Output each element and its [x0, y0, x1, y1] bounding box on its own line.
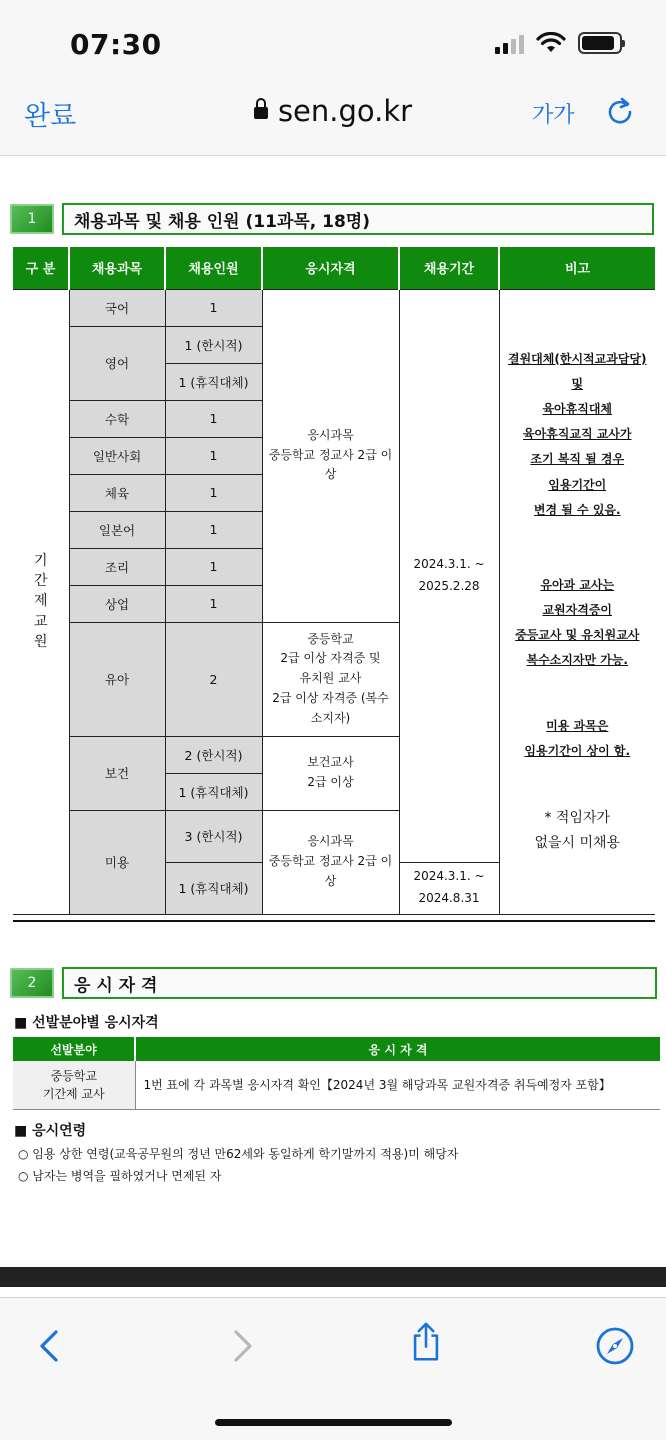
- status-icons: [495, 32, 622, 54]
- count-cell: 2: [165, 622, 262, 736]
- count-cell: 1: [165, 585, 262, 622]
- remarks-line: 임용기간이: [548, 477, 607, 492]
- qualification-text: 중등학교 2급 이상 자격증 및 유치원 교사 2급 이상 자격증 (복수소지자): [272, 631, 389, 725]
- address-bar: [0, 90, 666, 140]
- remarks-line: 육아휴직교직 교사가: [522, 427, 632, 442]
- count-cell: 1: [165, 289, 262, 326]
- col-header-field: 선발분야: [13, 1037, 135, 1061]
- field-cell: [13, 1061, 135, 1109]
- section-2-title: 응 시 자 격: [62, 967, 657, 999]
- remarks-line: 및: [571, 376, 584, 391]
- category-cell: [13, 289, 69, 914]
- qualification-text: 보건교사 2급 이상: [307, 755, 354, 789]
- browser-bottom-toolbar: [0, 1297, 666, 1440]
- subject-cell: 상업: [69, 585, 165, 622]
- col-header-period: 채용기간: [399, 247, 499, 289]
- section-1-header: [10, 203, 654, 235]
- remarks-block-3: [500, 714, 656, 764]
- subject-cell: 미용: [69, 810, 165, 914]
- section-number-badge: 2: [10, 968, 54, 998]
- remarks-line: 미용 과목은: [546, 718, 609, 733]
- url-text: sen.go.kr: [277, 94, 413, 128]
- subject-cell: 일본어: [69, 511, 165, 548]
- count-cell: 1 (한시적): [165, 326, 262, 363]
- col-header-remarks: 비고: [499, 247, 655, 289]
- count-cell: 3 (한시적): [165, 810, 262, 862]
- subject-cell: 체육: [69, 474, 165, 511]
- cellular-signal-icon: [495, 32, 524, 54]
- remarks-line: 유아과 교사는: [540, 577, 615, 592]
- back-icon[interactable]: [30, 1326, 70, 1366]
- age-bullet: ○ 임용 상한 연령(교육공무원의 정년 만62세와 동일하게 학기말까지 적용)미 해당자: [18, 1147, 459, 1161]
- qualification-cell: [262, 810, 399, 914]
- count-cell: 1 (휴직대체): [165, 773, 262, 810]
- wifi-icon: [536, 32, 566, 54]
- remarks-line: 변경 될 수 있음.: [533, 502, 621, 517]
- remarks-line: 임용기간이 상이 함.: [524, 743, 631, 758]
- count-cell: 1 (휴직대체): [165, 363, 262, 400]
- count-cell: 2 (한시적): [165, 736, 262, 773]
- sub-heading-age: ■ 응시연령: [14, 1123, 87, 1139]
- count-cell: 1: [165, 474, 262, 511]
- subject-cell: 국어: [69, 289, 165, 326]
- sub-heading-field-qualification: ■ 선발분야별 응시자격: [14, 1015, 159, 1031]
- home-indicator: [215, 1419, 452, 1426]
- share-icon[interactable]: [406, 1322, 446, 1362]
- remarks-block-4: * 적임자가 없을시 미채용: [534, 810, 621, 852]
- browser-top-bar: [0, 0, 666, 156]
- col-header-qualification: 응 시 자 격: [135, 1037, 660, 1061]
- done-button[interactable]: 완료: [24, 101, 77, 132]
- count-cell: 1: [165, 548, 262, 585]
- col-header-category: 구 분: [13, 247, 69, 289]
- remarks-line: 조기 복직 될 경우: [530, 452, 625, 467]
- col-header-count: 채용인원: [165, 247, 262, 289]
- remarks-line: 교원자격증이: [542, 603, 613, 618]
- recruitment-table: [13, 247, 655, 915]
- subject-cell: 조리: [69, 548, 165, 585]
- subject-cell: 일반사회: [69, 437, 165, 474]
- remarks-line: 복수소지자만 가능.: [526, 653, 628, 668]
- remarks-line: 육아휴직대체: [542, 401, 613, 416]
- count-cell: 1: [165, 400, 262, 437]
- count-cell: 1: [165, 511, 262, 548]
- period-text: 2024.3.1. ~ 2025.2.28: [413, 556, 485, 593]
- text-size-button[interactable]: 가가: [532, 103, 575, 128]
- remarks-block-1: [500, 347, 656, 523]
- period-text: 2024.3.1. ~ 2024.8.31: [413, 869, 485, 905]
- section-2-header: [10, 967, 657, 999]
- period-cell: [399, 289, 499, 862]
- age-bullet: ○ 남자는 병역을 필하였거나 면제된 자: [18, 1169, 222, 1183]
- period-cell: [399, 862, 499, 914]
- qualification-table: [13, 1037, 660, 1110]
- description-cell: 1번 표에 각 과목별 응시자격 확인【2024년 3월 해당과목 교원자격증 취득예정자 포함】: [135, 1061, 660, 1109]
- col-header-subject: 채용과목: [69, 247, 165, 289]
- count-cell: 1 (휴직대체): [165, 862, 262, 914]
- col-header-qualification: 응시자격: [262, 247, 399, 289]
- section-number-badge: 1: [10, 204, 54, 234]
- qualification-text: 응시과목 중등학교 정교사 2급 이상: [268, 834, 393, 888]
- page-footer-bar: [0, 1267, 666, 1287]
- remarks-line: 결원대체(한시적교과담당): [508, 351, 647, 366]
- reload-icon[interactable]: [605, 96, 635, 126]
- section-1-title: 채용과목 및 채용 인원 (11과목, 18명): [62, 203, 654, 235]
- remarks-block-2: [500, 573, 656, 674]
- qualification-cell: [262, 289, 399, 622]
- lock-icon: [254, 107, 268, 119]
- category-text: 기 간 제 교 원: [33, 552, 48, 650]
- compass-icon[interactable]: [595, 1326, 635, 1366]
- field-text: 중등학교 기간제 교사: [42, 1068, 105, 1101]
- count-cell: 1: [165, 437, 262, 474]
- page-content: [0, 157, 666, 1267]
- qualification-cell: [262, 736, 399, 810]
- subject-cell: 유아: [69, 622, 165, 736]
- subject-cell: 보건: [69, 736, 165, 810]
- qualification-cell: [262, 622, 399, 736]
- qualification-text: 응시과목 중등학교 정교사 2급 이상: [268, 427, 393, 482]
- subject-cell: 영어: [69, 326, 165, 400]
- table-bottom-rule: [13, 920, 655, 922]
- remarks-cell: [499, 289, 655, 914]
- battery-icon: [578, 32, 622, 54]
- remarks-line: 중등교사 및 유치원교사: [515, 628, 640, 643]
- forward-icon[interactable]: [222, 1326, 262, 1366]
- subject-cell: 수학: [69, 400, 165, 437]
- status-time: 07:30: [70, 28, 162, 61]
